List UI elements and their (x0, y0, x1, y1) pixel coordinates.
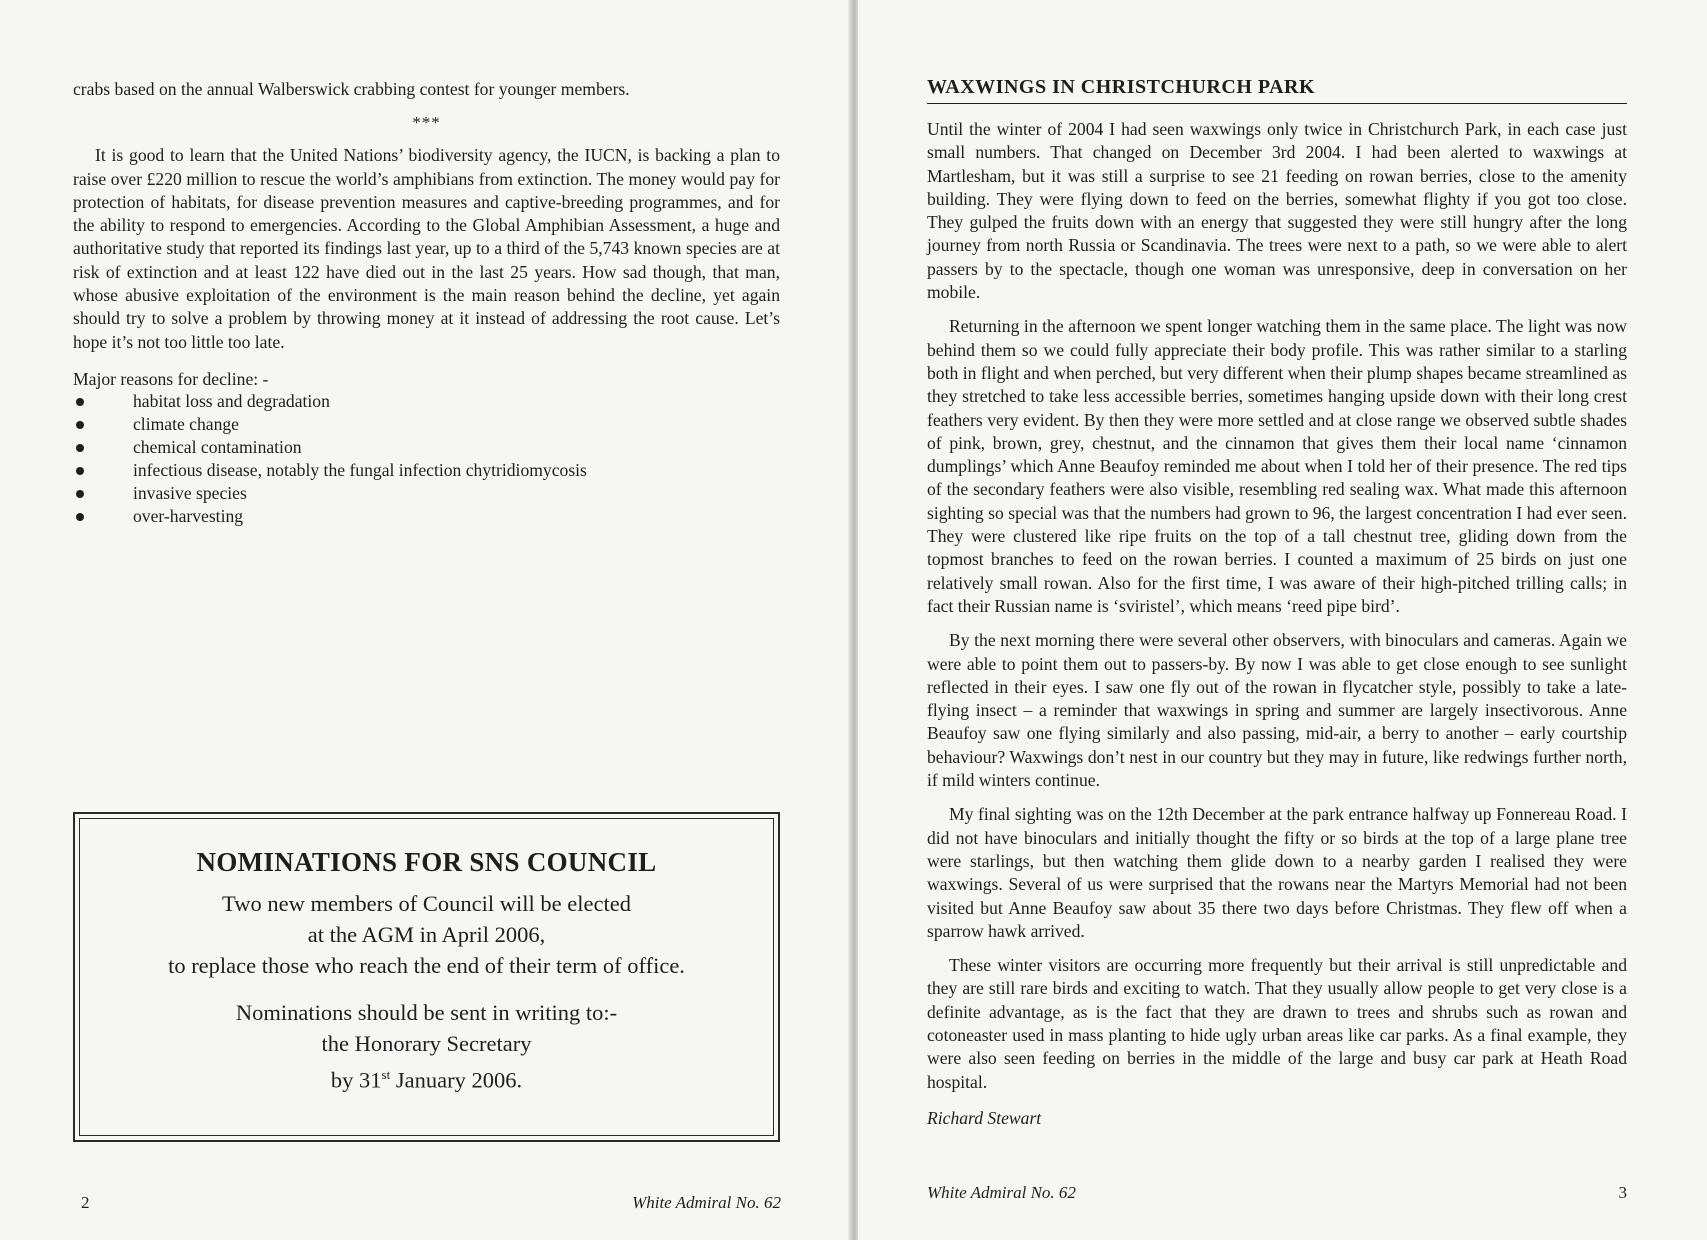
list-item (73, 505, 780, 528)
bullet-icon (76, 444, 84, 452)
reasons-list (73, 390, 780, 528)
article-paragraph: Until the winter of 2004 I had seen waxwings only twice in Christchurch Park, in each case just small numbers. That changed on December 3rd 2004. I had been alerted to waxwings at Martlesham, but it was still a surprise to see 21 feeding on rowan berries, close to the amenity building. They were flying down to feed on the berries, somewhat flighty if you got too close. They gulped the fruits down with an energy that suggested they were still hungry after the long journey from north Russia or Scandinavia. The trees were next to a path, so we were able to alert passers by to the spectacle, though one woman was unresponsive, deep in conversation on her mobile. (927, 119, 1627, 303)
bullet-icon (76, 421, 84, 429)
article-paragraph: By the next morning there were several other observers, with binoculars and cameras. Again we were able to point them out to passers-by. By now I was able to get close enough to see sunlight reflected in their eyes. I saw one fly out of the rowan in flycatcher style, possibly to take a late-flying insect – a reminder that waxwings in spring and summer are largely insectivorous. Anne Beaufoy saw one flying similarly and also passing, mid-air, a berry to another – early courtship behaviour? Waxwings don’t nest in our country but they may in future, like redwings further north, if mild winters continue. (927, 630, 1627, 791)
intro-line: crabs based on the annual Walberswick crabbing contest for younger members. (73, 79, 630, 99)
nominations-line: Nominations should be sent in writing to:- (235, 1000, 618, 1025)
list-item (73, 436, 780, 459)
left-column (73, 78, 780, 528)
list-item (73, 390, 780, 413)
reason-text: infectious disease, notably the fungal infection chytridiomycosis (133, 459, 587, 480)
nominations-inner-frame (79, 818, 774, 1136)
reason-text: chemical contamination (133, 436, 302, 457)
reasons-heading: Major reasons for decline: - (73, 368, 269, 389)
nominations-line: at the AGM in April 2006, (307, 922, 546, 947)
bullet-icon (76, 398, 84, 406)
section-separator: *** (412, 113, 441, 133)
nominations-line: the Honorary Secretary (321, 1031, 532, 1056)
bullet-icon (76, 467, 84, 475)
nominations-deadline: by 31st January 2006. (330, 1067, 523, 1093)
amphibians-paragraph: It is good to learn that the United Nations’ biodiversity agency, the IUCN, is backing a plan to raise over £220 million to rescue the world’s amphibians from extinction. The money would pay for protection of habitats, for disease prevention measures and captive-breeding programmes, and for the ability to respond to emergencies. According to the Global Amphibian Assessment, a huge and authoritative study that reported its findings last year, up to a third of the 5,743 known species are at risk of extinction and at least 122 have died out in the last 25 years. How sad though, that man, whose abusive exploitation of the environment is the main reason behind the decline, yet again should try to solve a problem by throwing money at it instead of addressing the root cause. Let’s hope it’s not too little too late. (73, 145, 780, 352)
article-paragraph: These winter visitors are occurring more frequently but their arrival is still unpredictable and they are still rare birds and exciting to watch. That they usually allow people to get very close is a definite advantage, as is the fact that they are drawn to trees and shrubs such as rowan and cotoneaster used in mass planting to hide ugly urban areas like car parks. As a final example, they were also seen feeding on berries in the middle of the large and busy car park at Heath Road hospital. (927, 955, 1627, 1092)
article-paragraph: Returning in the afternoon we spent longer watching them in the same place. The light was now behind them so we could fully appreciate their body profile. This was rather similar to a starling both in flight and when perched, but very different when their plump shapes became streamlined as they stretched to take less accessible berries, sometimes hanging upside down with their long crest feathers very evident. By then they were more settled and at close range we observed subtle shades of pink, brown, grey, chestnut, and the cinnamon that gives them their local name ‘cinnamon dumplings’ which Anne Beaufoy reminded me about when I told her of their presence. The red tips of the secondary feathers were also visible, resembling red sealing wax. What made this afternoon sighting so special was that the numbers had grown to 96, the largest concentration I had ever seen. They were clustered like ripe fruits on the top of a tall chestnut tree, gliding down from the topmost branches to feed on the rowan berries. I counted a maximum of 25 birds on just one relatively small rowan. Also for the first time, I was aware of their high-pitched trilling calls; in fact their Russian name is ‘sviristel’, which means ‘reed pipe bird’. (927, 316, 1627, 616)
reason-text: habitat loss and degradation (133, 390, 330, 411)
list-item (73, 482, 780, 505)
bullet-icon (76, 490, 84, 498)
bullet-icon (76, 513, 84, 521)
article-title: WAXWINGS IN CHRISTCHURCH PARK (927, 76, 1627, 104)
article-paragraph: My final sighting was on the 12th December at the park entrance halfway up Fonnereau Road. I did not have binoculars and initially thought the fifty or so birds at the top of a large plane tree were starlings, but then watching them glide down to a nearby garden I realised they were waxwings. Several of us were surprised that the rowans near the Martyrs Memorial had not been visited but Anne Beaufoy saw about 35 there two days before Christmas. They flew off when a sparrow hawk arrived. (927, 804, 1627, 941)
list-item (73, 413, 780, 436)
reason-text: invasive species (133, 482, 247, 503)
reason-text: over-harvesting (133, 505, 244, 526)
magazine-issue: White Admiral No. 62 (927, 1183, 1076, 1202)
list-item (73, 459, 780, 482)
page-number: 2 (81, 1193, 90, 1212)
nominations-line: to replace those who reach the end of their term of office. (168, 953, 685, 978)
reason-text: climate change (133, 413, 239, 434)
nominations-box (73, 812, 780, 1142)
article-author: Richard Stewart (927, 1107, 1042, 1128)
nominations-line: Two new members of Council will be elected (222, 891, 631, 916)
page-number: 3 (1618, 1183, 1627, 1202)
magazine-issue: White Admiral No. 62 (632, 1193, 781, 1212)
nominations-title: NOMINATIONS FOR SNS COUNCIL (196, 847, 657, 877)
article-waxwings (927, 76, 1627, 1129)
